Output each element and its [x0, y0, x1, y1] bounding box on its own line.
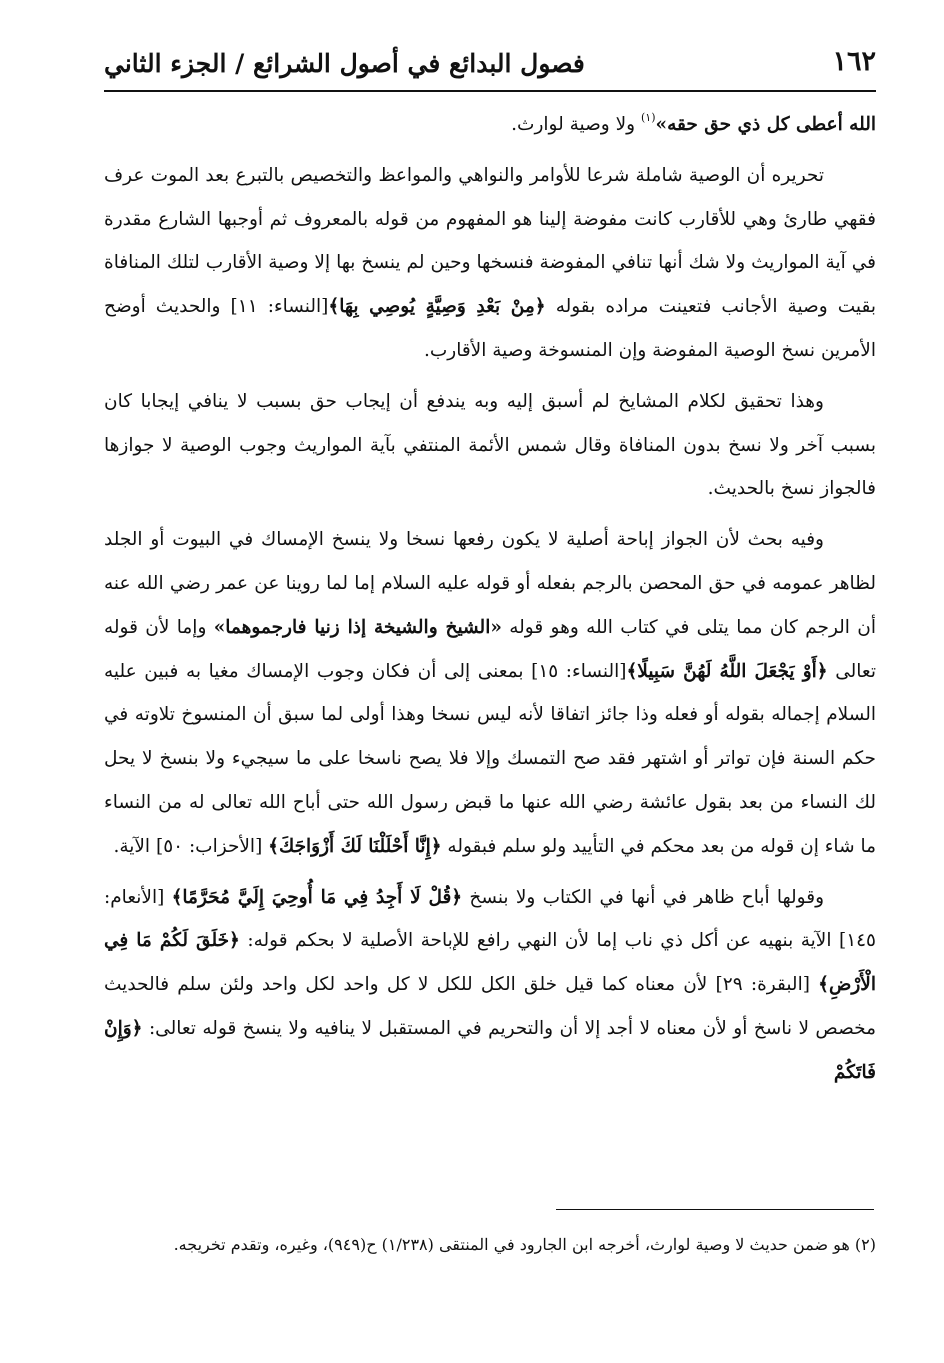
- footnote: (٢) هو ضمن حديث لا وصية لوارث، أخرجه ابن الجارود في المنتقى (١/٢٣٨) ح(٩٤٩)، وغيره، وتقدم تخريجه.: [173, 1235, 876, 1254]
- text-run: وإما لأن قوله تعالى: [104, 616, 876, 682]
- paragraph: [104, 380, 876, 511]
- text-run: [النساء: ١٥] بمعنى إلى أن فكان وجوب الإمساك مغيا به فبين عليه السلام إجماله بقوله أو فعله وذا جائز اتفاقا لأنه ليس نسخا وهذا أولى لما سبق أن المنسوخ تلاوته في حكم السنة فإن تواتر أو اشتهر فقد صح التمسك وإلا فلا يصح ناسخا على ما سيجيء ولا بنسخ لا يحل لك النساء من بعد بقول عائشة رضي الله عنها ما قبض رسول الله حتى أباح الله تعالى له من النساء ما شاء إن قوله من بعد محكم في التأييد ولو سلم فبقوله: [104, 660, 876, 857]
- page-header: [104, 38, 876, 92]
- hadith-quote: الله أعطى كل ذي حق حقه»: [655, 114, 876, 135]
- text-run: ولا وصية لوارث.: [511, 114, 641, 135]
- text-run: [الأحزاب: ٥٠] الآية.: [113, 835, 269, 857]
- paragraph: [104, 518, 876, 868]
- running-title: فصول البدائع في أصول الشرائع / الجزء الثاني: [104, 49, 585, 78]
- text-run: [النساء: ١١] والحديث أوضح الأمرين نسخ الوصية المفوضة وإن المنسوخة وصية الأقارب.: [104, 296, 876, 361]
- footnote-divider: [556, 1209, 874, 1210]
- paragraph: [104, 103, 876, 147]
- quran-verse: ﴿إِنَّا أَحْلَلْنَا لَكَ أَزْوَاجَكَ﴾: [268, 835, 442, 857]
- text-run: تحريره أن الوصية شاملة شرعا للأوامر والنواهي والمواعظ والتخصيص بالتبرع بعد الموت عرف فقهي طارئ وهي للأقارب كانت مفوضة إلينا هو المفهوم من قوله بالمعروف ثم أوجبها الشارع مقدرة في آية المواريث ولا شك أنها تنافي المفوضة فنسخها وحين لم ينسخ بها إلا وصية الأقارب لتلك المنافاة بقيت وصية الأجانب فتعينت مراده بقوله: [104, 164, 876, 318]
- footnote-marker: (١): [641, 111, 656, 124]
- quran-verse: ﴿خَلَقَ لَكُمْ مَا فِي الْأَرْضِ﴾: [104, 930, 876, 996]
- hadith-quote: «الشيخ والشيخة إذا زنيا فارجموهما»: [213, 616, 502, 638]
- quran-verse: ﴿مِنْ بَعْدِ وَصِيَّةٍ يُوصِي بِهَا﴾: [328, 296, 546, 318]
- text-run: [الأنعام: ١٤٥] الآية بنهيه عن أكل ذي ناب إما لأن النهي رافع للإباحة الأصلية لا بحكم قوله:: [104, 886, 876, 952]
- text-run: [البقرة: ٢٩] لأن معناه كما قيل خلق الكل للكل لا كل واحد لكل واحد ولئن سلم فالحديث مخصص لا ناسخ أو لأن معناه لا أجد إلا أن والتحريم في المستقبل لا ينافيه ولا ينسخ قوله تعالى:: [104, 974, 876, 1039]
- quran-verse: ﴿أَوْ يَجْعَلَ اللَّهُ لَهُنَّ سَبِيلًا﴾: [626, 660, 828, 682]
- main-text: [104, 103, 876, 1102]
- paragraph: [104, 154, 876, 373]
- text-run: وقولها أباح ظاهر في أنها في الكتاب ولا بنسخ: [462, 886, 825, 908]
- quran-verse: ﴿وَإِنْ فَاتَكُمْ: [104, 1017, 876, 1083]
- text-run: وفيه بحث لأن الجواز إباحة أصلية لا يكون رفعها نسخا ولا ينسخ الإمساك في البيوت أو الجلد لظاهر عمومه في حق المحصن بالرجم بفعله أو قوله عليه السلام إما لما روينا عن عمر رضي الله عنه أن الرجم كان مما يتلى في كتاب الله وهو قوله: [104, 529, 876, 638]
- paragraph: [104, 876, 876, 1095]
- page-number: ١٦٢: [832, 46, 876, 77]
- quran-verse: ﴿قُلْ لَا أَجِدُ فِي مَا أُوحِيَ إِلَيَّ مُحَرَّمًا﴾: [171, 886, 463, 908]
- text-run: وهذا تحقيق لكلام المشايخ لم أسبق إليه وبه يندفع أن إيجاب حق بسبب لا ينافي إيجابا كان بسبب آخر ولا نسخ بدون المنافاة وقال شمس الأئمة المنتفي بآية المواريث وجوب الوصية لا جوازها فالجواز نسخ بالحديث.: [104, 390, 876, 500]
